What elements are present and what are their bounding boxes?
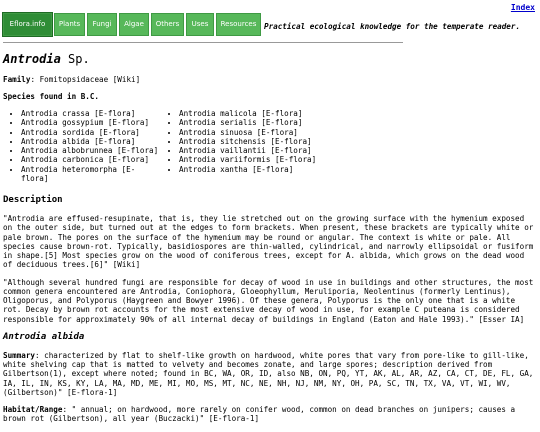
family-value: : Fomitopsidaceae [Wiki] [30,74,141,84]
index-link[interactable]: Index [510,3,535,12]
species-item[interactable]: • Antrodia sordida [E-flora] [21,128,161,137]
page-title-genus: Antrodia [3,52,61,66]
page-title [3,52,537,67]
species-heading: Species found in B.C. [3,91,100,101]
species-item[interactable]: • Antrodia carbonica [E-flora] [21,155,161,164]
summary-text: : characterized by flat to shelf-like growth on hardwood, white pores that vary from pore-like to gill-like, white shelving cap that is matted to velvety and becomes zonate, and large spores; description derived from Gilbertson(1), except where noted; found in BC, WA, OR, ID, also NB, ON, PQ, YT, AK, AL, AR, AZ, CA, CT, DE, FL, GA, IA, IL, IN, KS, KY, LA, MA, MD, ME, MI, MO, MS, MT, NC, NE, NH, NJ, NM, NY, OH, PA, SC, TN, TX, VA, VT, WI, WV, (Gilbertson)" [E-flora-1] [3,350,534,397]
top-nav [3,13,520,36]
summary-label: Summary [3,350,36,360]
summary-paragraph [3,351,537,397]
species-item[interactable]: • Antrodia crassa [E-flora] [21,109,161,118]
albida-heading: Antrodia albida [3,331,85,342]
nav-resources-button[interactable]: Resources [216,13,261,36]
species-column-1 [3,109,161,183]
nav-fungi-button[interactable]: Fungi [87,13,117,36]
species-column-2 [161,109,316,183]
species-item[interactable]: • Antrodia gossypium [E-flora] [21,118,161,127]
nav-algae-button[interactable]: Algae [119,13,149,36]
species-item[interactable]: • Antrodia malicola [E-flora] [179,109,316,118]
species-item[interactable]: • Antrodia albida [E-flora] [21,137,161,146]
nav-plants-button[interactable]: Plants [54,13,85,36]
family-label: Family [3,74,31,84]
page-title-suffix: Sp. [60,52,90,66]
description-paragraph-1: "Antrodia are effused-resupinate, that is, they lie stretched out on the growing surface with the hymenium exposed on the outer side, but turned out at the edges to form brackets. When present, these brackets are typically white or pale brown. The pores on the surface of the hymenium may be round or angular. The context is white or pale. All species cause brown-rot. Typically, basidiospores are thin-walled, cylindrical, and narrowly ellipsoidal or fusiform in shape.[5] Most species grow on the wood of coniferous trees, except for A. albida, which grows on the dead wood of deciduous trees.[6]" [Wiki] [3,214,534,270]
habitat-label: Habitat/Range [3,405,63,415]
description-paragraph-2: "Although several hundred fungi are responsible for decay of wood in use in buildings and other structures, the most common genera encountered are Antrodia, Coniophora, Gloeophyllum, Meruliporia, Neolentinus (formerly Lentinus), Oligoporus, and Polyporus (Haygreen and Bowyer 1996). Of these genera, Polyporus is the only one that is a white rot. Decay by brown rot accounts for the most extensive decay of wood in use, for example C puteana is considered responsible for approximately 90% of all internal decay of buildings in England (Eaton and Hale 1993)." [Esser IA] [3,277,534,324]
species-item[interactable]: • Antrodia vaillantii [E-flora] [179,146,316,155]
species-item[interactable]: • Antrodia sinuosa [E-flora] [179,128,316,137]
site-tagline: Practical ecological knowledge for the temperate reader. [264,22,521,32]
species-item[interactable]: • Antrodia serialis [E-flora] [179,118,316,127]
species-item[interactable]: • Antrodia sitchensis [E-flora] [179,137,316,146]
main-content [3,50,537,432]
habitat-text: : " annual; on hardwood, more rarely on conifer wood, common on dead branches on junipers; causes a brown rot (Gilbertson), all year (Buczacki)" [E-flora-1] [3,405,516,424]
header-divider [3,42,403,43]
description-heading: Description [3,195,63,206]
species-item[interactable]: • Antrodia variiformis [E-flora] [179,155,316,164]
species-list [3,109,537,183]
species-item[interactable]: • Antrodia heteromorpha [E-flora] [21,165,161,184]
family-line [3,75,537,84]
nav-home-button[interactable]: Eflora.info [3,13,52,36]
nav-others-button[interactable]: Others [151,13,184,36]
species-item[interactable]: • Antrodia albobrunnea [E-flora] [21,146,161,155]
habitat-paragraph [3,405,537,424]
nav-uses-button[interactable]: Uses [186,13,214,36]
species-item[interactable]: • Antrodia xantha [E-flora] [179,165,316,174]
